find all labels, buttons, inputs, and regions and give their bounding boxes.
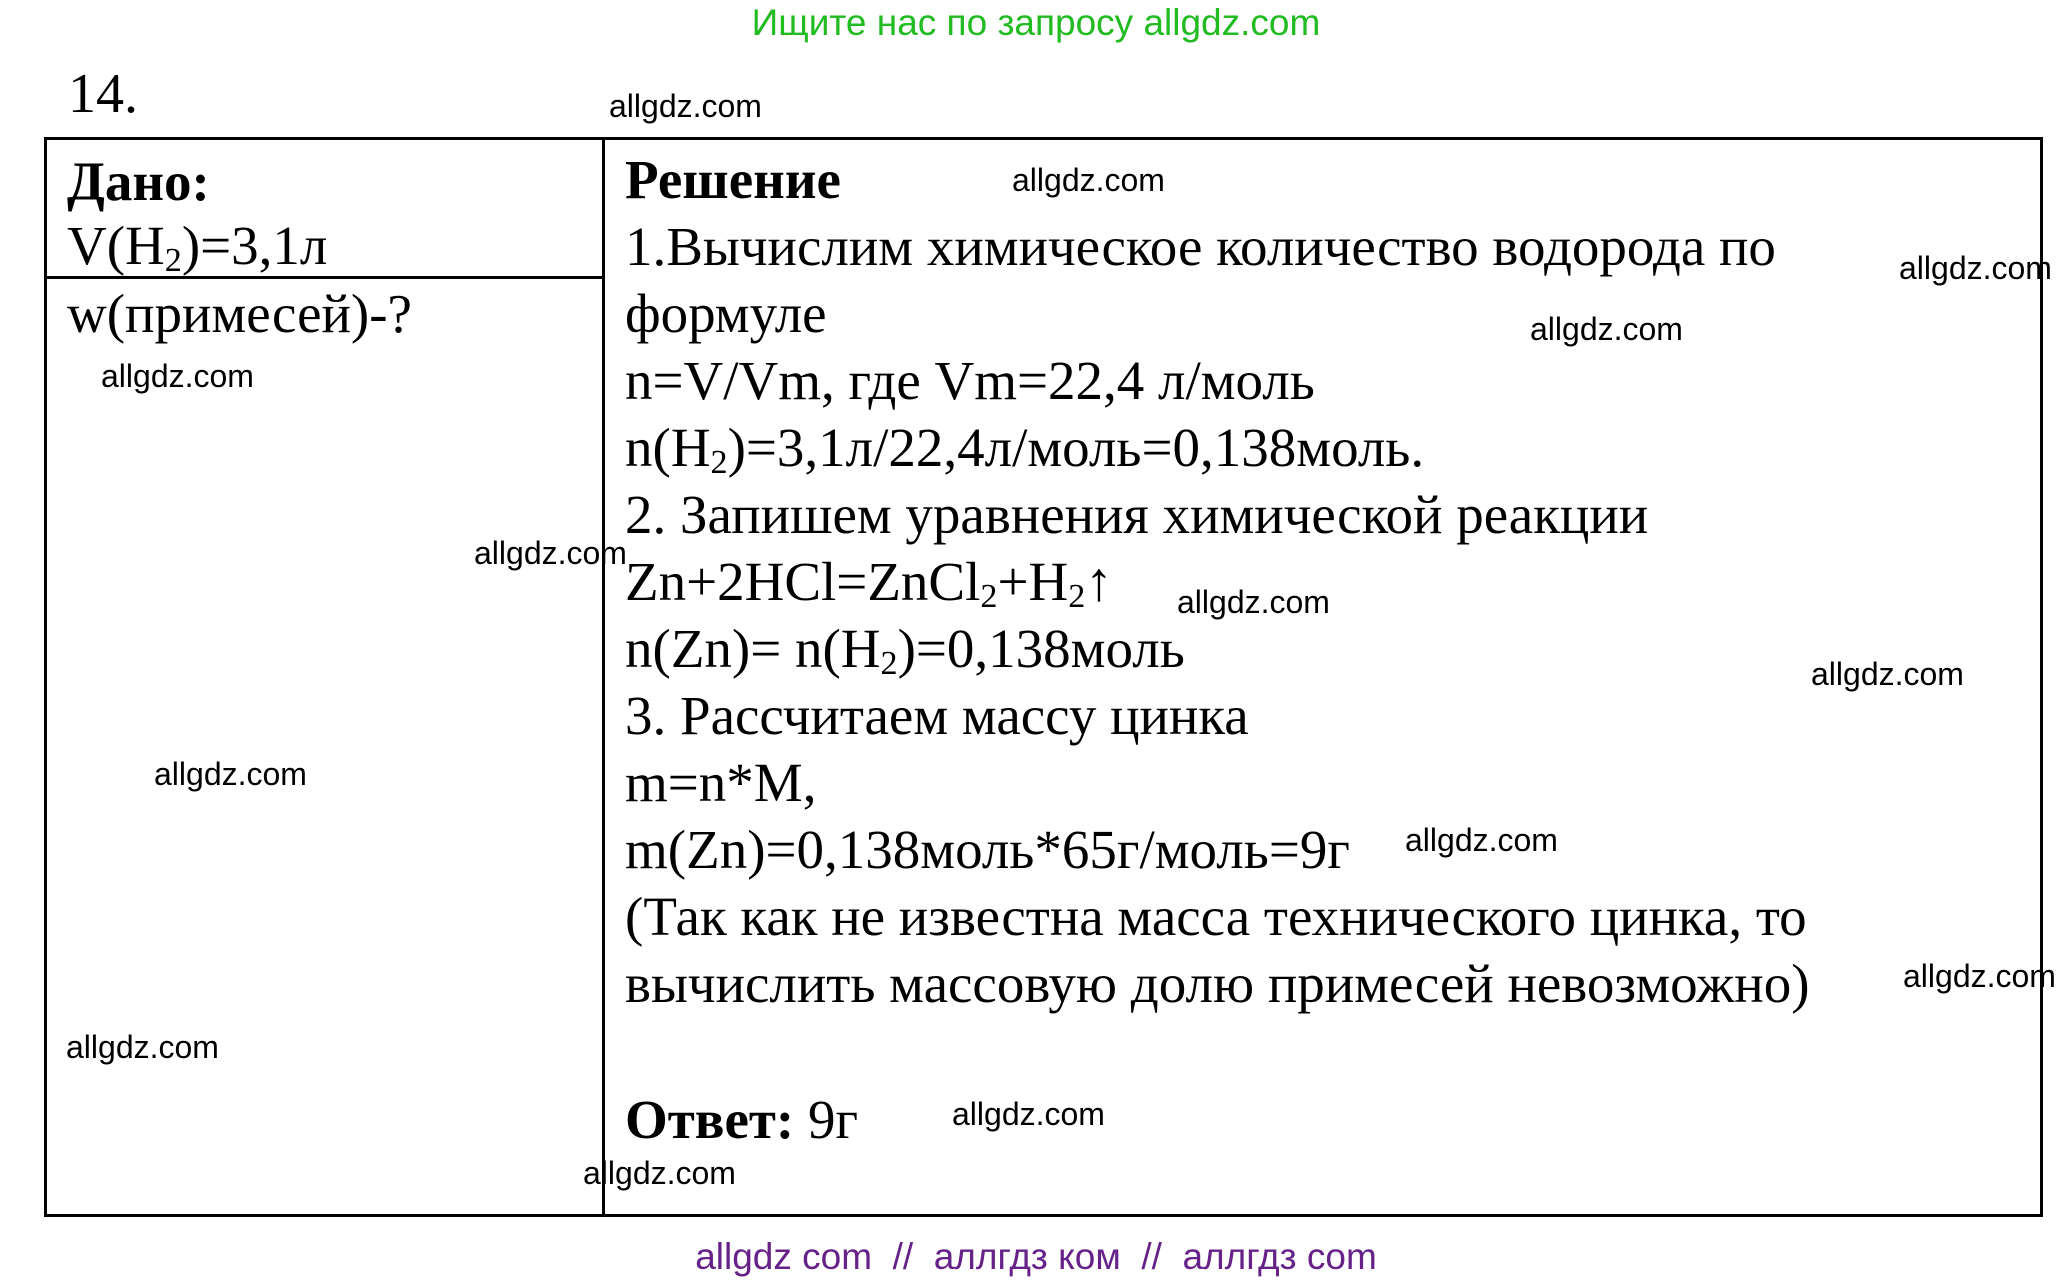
solution-table [44,137,2043,1217]
note-line-a: (Так как не известна масса технического цинка, то [625,886,1807,947]
watermark: allgdz.com [1177,584,1330,620]
watermark: allgdz.com [952,1096,1105,1132]
given-title: Дано: [67,151,210,212]
watermark: allgdz.com [609,88,762,124]
watermark: allgdz.com [1405,822,1558,858]
watermark: allgdz.com [154,756,307,792]
find-quantity: w(примесей)-? [67,283,412,344]
solution-title: Решение [625,149,841,210]
top-banner: Ищите нас по запросу allgdz.com [751,2,1321,43]
step2-line: 2. Запишем уравнения химической реакции [625,484,1649,545]
task-number: 14. [68,63,138,125]
note-line-b: вычислить массовую долю примесей невозможно) [625,953,1810,1014]
watermark: allgdz.com [1903,958,2056,994]
watermark: allgdz.com [1811,656,1964,692]
watermark: allgdz.com [583,1155,736,1191]
n-zinc: $n(Zn)= n(H_2)=0,138моль$ [625,618,1185,682]
step1-line-b: формуле [625,283,827,344]
watermark: allgdz.com [101,358,254,394]
watermark: allgdz.com [1530,311,1683,347]
calc-n: $n(H_2)=3,1л/22,4л/моль=0,138моль$. [625,417,1425,481]
step1-line-a: 1.Вычислим химическое количество водорода по [625,216,1776,277]
watermark: allgdz.com [66,1029,219,1065]
footer: allgdz com // аллгдз ком // аллгдз com [695,1236,1377,1277]
step3-line: 3. Рассчитаем массу цинка [625,685,1249,746]
formula-n: n=V/Vm, где Vm=22,4 л/моль [625,350,1315,411]
watermark: allgdz.com [1899,250,2052,286]
calc-m: m(Zn)=0,138моль*65г/моль=9г [625,819,1350,880]
given-volume: $V(H_2)=3,1л$ [67,215,328,279]
reaction-equation: $Zn+2HCl=ZnCl_2+H_2↑$ [625,551,1113,615]
watermark: allgdz.com [1012,162,1165,198]
formula-m: m=n*M, [625,752,817,813]
answer-line: Ответ: 9г [625,1089,859,1150]
column-divider [602,140,605,1214]
watermark: allgdz.com [474,535,627,571]
